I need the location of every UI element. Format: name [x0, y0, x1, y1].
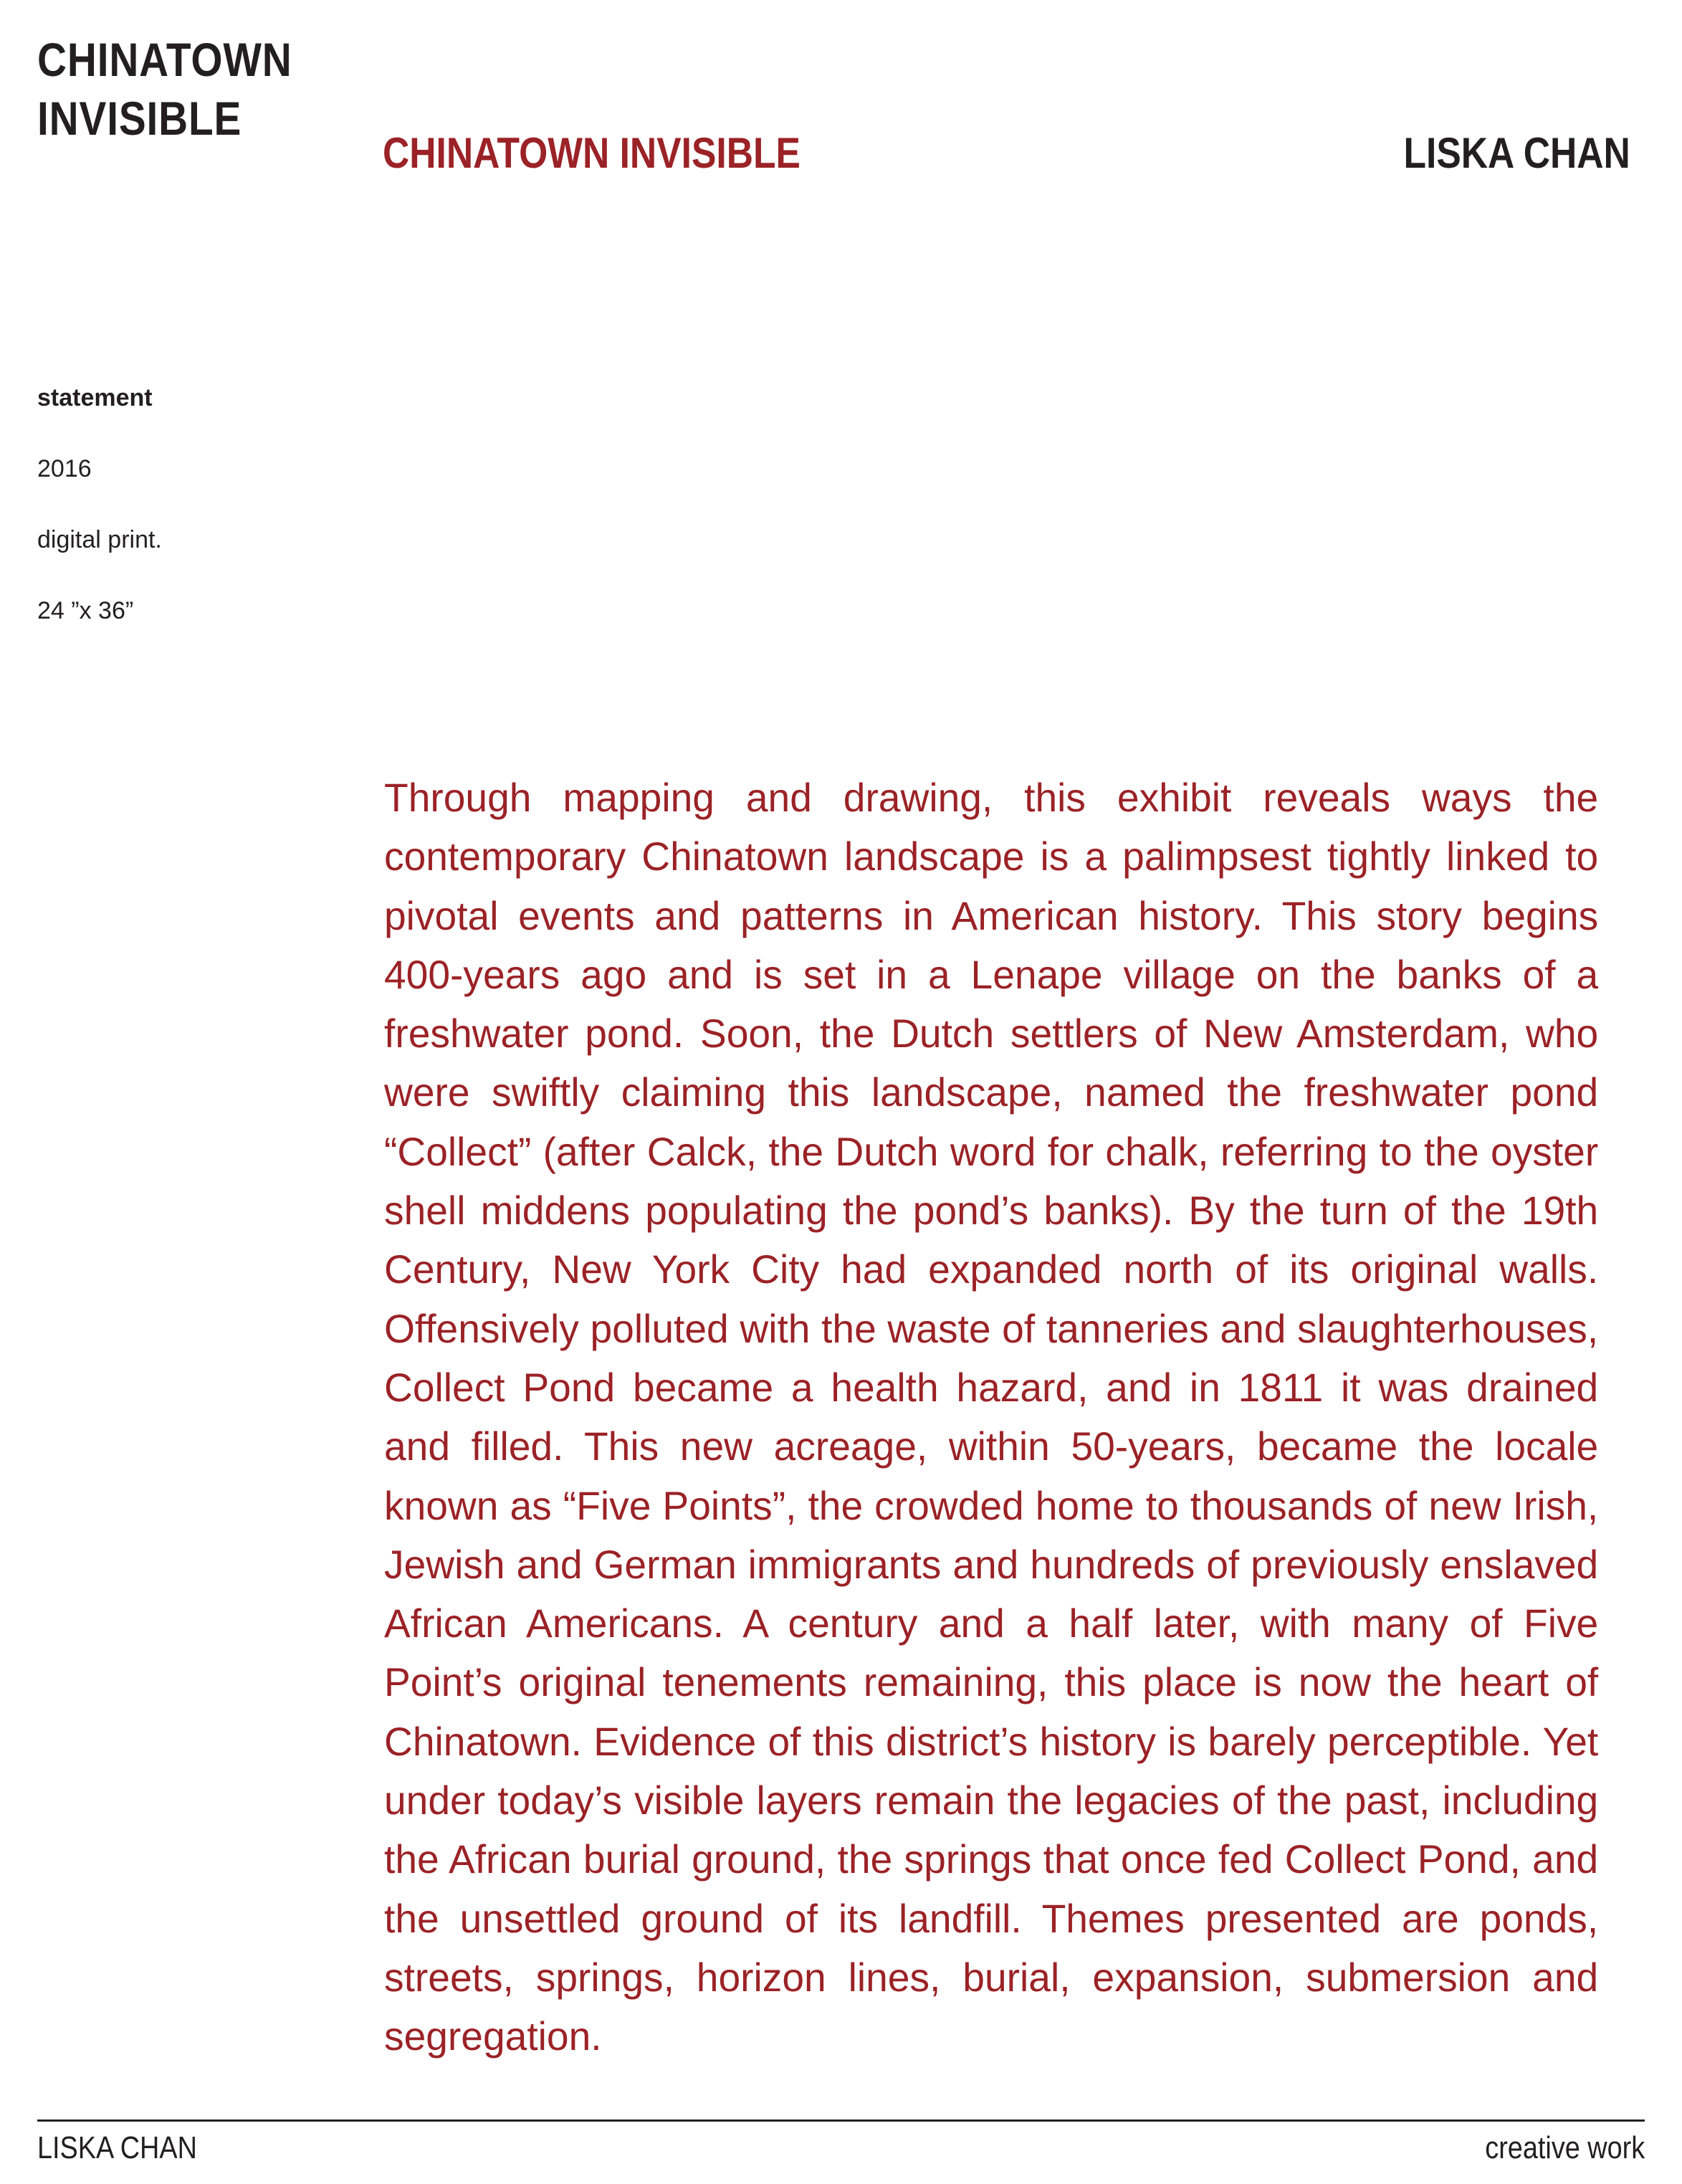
work-details — [37, 380, 162, 664]
corner-title-line-1: CHINATOWN — [37, 33, 292, 86]
footer-author: LISKA CHAN — [37, 2130, 197, 2165]
footer-divider — [37, 2119, 1645, 2122]
page-title: CHINATOWN INVISIBLE — [383, 129, 801, 177]
footer-section: creative work — [1485, 2130, 1645, 2165]
corner-title — [37, 30, 292, 148]
work-medium: digital print. — [37, 526, 162, 553]
work-year: 2016 — [37, 455, 92, 482]
artist-statement: Through mapping and drawing, this exhibit reveals ways the contemporary Chinatown landscape is a palimpsest tightly linked to pivotal events and patterns in American history. This story begins 400-years ago and is set in a Lenape village on the banks of a freshwater pond. Soon, the Dutch settlers of New Amsterdam, who were swiftly claiming this landscape, named the freshwater pond “Collect” (after Calck, the Dutch word for chalk, referring to the oyster shell middens populating the pond’s banks). By the turn of the 19th Century, New York City had expanded north of its original walls. Offensively polluted with the waste of tanneries and slaughterhouses, Collect Pond became a health hazard, and in 1811 it was drained and filled. This new acreage, within 50-years, became the locale known as “Five Points”, the crowded home to thousands of new Irish, Jewish and German immigrants and hundreds of previously enslaved African Americans. A century and a half later, with many of Five Point’s original tenements remaining, this place is now the heart of Chinatown. Evidence of this district’s history is barely perceptible. Yet under today’s visible layers remain the legacies of the past, including the African burial ground, the springs that once fed Collect Pond, and the unsettled ground of its landfill. Themes presented are ponds, streets, springs, horizon lines, burial, expansion, submersion and segregation. — [384, 775, 1599, 2059]
section-label: statement — [37, 384, 153, 411]
corner-title-line-2: INVISIBLE — [37, 92, 242, 145]
author-name: LISKA CHAN — [1403, 129, 1630, 177]
work-dimensions: 24 ”x 36” — [37, 597, 134, 624]
